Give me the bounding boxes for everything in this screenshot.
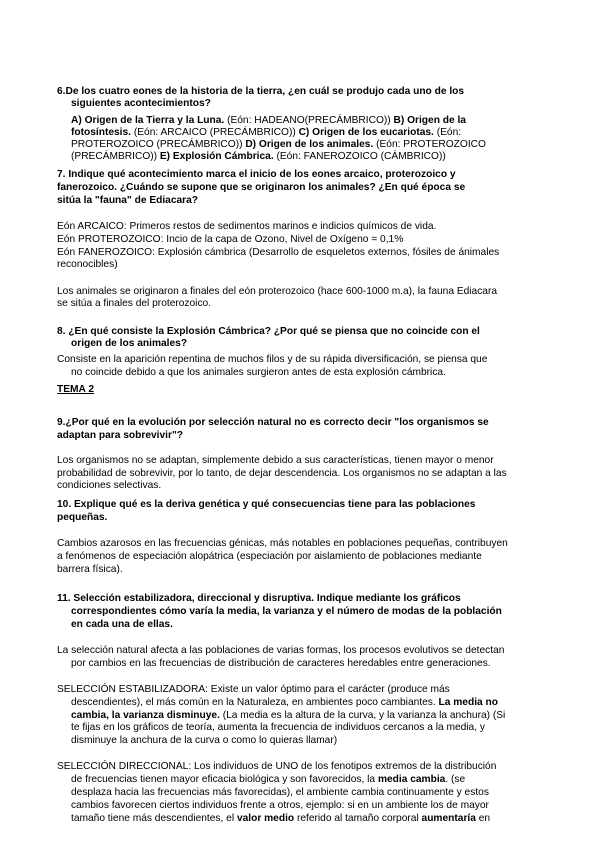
question-9-line-2: adaptan para sobrevivir"? (57, 430, 183, 441)
question-9-line-1: 9.¿Por qué en la evolución por selección natural no es correcto decir "los organismos se (57, 417, 489, 428)
question-6-answer-line-2: fotosíntesis. (Eón: ARCAICO (PRECÁMBRICO)) C) Origen de los eucariotas. (Eón: (71, 127, 462, 138)
question-11-line-3: en cada una de ellas. (71, 619, 173, 630)
question-11-intro-line-1: La selección natural afecta a las poblaciones de varias formas, los procesos evolutivos se detectan (57, 645, 505, 656)
direccional-line-1: SELECCIÓN DIRECCIONAL: Los individuos de UNO de los fenotipos extremos de la distribución (57, 761, 497, 772)
question-7-answer-fanerozoico: Eón FANEROZOICO: Explosión cámbrica (Desarrollo de esqueletos externos, fósiles de ánimales (57, 247, 500, 258)
estabilizadora-line-1: SELECCIÓN ESTABILIZADORA: Existe un valor óptimo para el carácter (produce más (57, 684, 450, 695)
question-11-line-2: correspondientes cómo varía la media, la varianza y el número de modas de la población (71, 606, 502, 617)
question-7-answer-fanerozoico-cont: reconocibles) (57, 259, 118, 270)
direccional-line-4: cambios favorecen ciertos individuos frente a otros, ejemplo: si en un ambiente los de mayor (71, 800, 489, 811)
question-9-answer-line-3: condiciones selectivas. (57, 480, 162, 491)
question-10-answer-line-1: Cambios azarosos en las frecuencias génicas, más notables en poblaciones pequeñas, contribuyen (57, 538, 508, 549)
question-10-answer-line-2: a fenómenos de especiación alopátrica (especiación por aislamiento de poblaciones mediante (57, 551, 482, 562)
question-6-title-cont: siguientes acontecimientos? (71, 98, 211, 109)
question-8-answer: Consiste en la aparición repentina de muchos filos y de su rápida diversificación, se piensa que (57, 354, 488, 365)
question-7-line-3: sitúa la "fauna" de Ediacara? (57, 195, 199, 206)
direccional-line-2: de frecuencias tienen mayor eficacia biológica y son favorecidos, la media cambia. (se (71, 774, 466, 785)
question-6-title: 6.De los cuatro eones de la historia de la tierra, ¿en cuál se produjo cada uno de los (57, 86, 465, 97)
question-9-answer-line-2: probabilidad de sobrevivir, por lo tanto, de dejar descendencia. Los organismos no se adaptan a las (57, 468, 507, 479)
question-11-line-1: 11. Selección estabilizadora, direccional y disruptiva. Indique mediante los gráficos (57, 593, 461, 604)
estabilizadora-line-5: disminuye la anchura de la curva o como lo quieras llamar) (71, 735, 338, 746)
section-heading-tema-2: TEMA 2 (57, 384, 94, 395)
question-10-answer-line-3: barrera física). (57, 564, 123, 575)
question-9-answer-line-1: Los organismos no se adaptan, simplemente debido a sus características, tienen mayor o menor (57, 455, 494, 466)
question-11-intro-line-2: por cambios en las frecuencias de distribución de caracteres heredables entre generaciones. (71, 658, 491, 669)
question-6-answer-line-4: (PRECÁMBRICO)) E) Explosión Cámbrica. (Eón: FANEROZOICO (CÁMBRICO)) (71, 151, 446, 162)
question-7-line-2: fanerozoico. ¿Cuándo se supone que se originaron los animales? ¿En qué época se (57, 182, 466, 193)
question-7-answer-arcaico: Eón ARCAICO: Primeros restos de sedimentos marinos e indicios químicos de vida. (57, 221, 437, 232)
estabilizadora-line-4: te fijas en los gráficos de teoría, aumenta la frecuencia de individuos cercanos a la media, y (71, 722, 485, 733)
estabilizadora-line-2: descendientes), el más común en la Naturaleza, en ambientes poco cambiantes. La media no (71, 697, 498, 708)
question-8-answer-cont: no coincide debido a que los animales surgieron antes de esta explosión cámbrica. (71, 367, 446, 378)
question-7-line-1: 7. Indique qué acontecimiento marca el inicio de los eones arcaico, proterozoico y (57, 169, 456, 180)
question-10-line-1: 10. Explique qué es la deriva genética y qué consecuencias tiene para las poblaciones (57, 499, 476, 510)
question-6-answer-line-1: A) Origen de la Tierra y la Luna. (Eón: HADEANO(PRECÁMBRICO)) B) Origen de la (71, 115, 466, 126)
direccional-line-3: desplaza hacia las frecuencias más favorecidas), el ambiente cambia continuamente y estos (71, 787, 489, 798)
direccional-line-5: tamaño tiene más descendientes, el valor medio referido al tamaño corporal aumentaría en (71, 813, 491, 824)
question-10-line-2: pequeñas. (57, 512, 108, 523)
question-8-line-1: 8. ¿En qué consiste la Explosión Cámbrica? ¿Por qué se piensa que no coincide con el (57, 326, 480, 337)
estabilizadora-line-3: cambia, la varianza disminuye. (La media es la altura de la curva, y la varianza la anchura) (Si (71, 710, 506, 721)
question-7-answer-animales: Los animales se originaron a finales del eón proterozoico (hace 600-1000 m.a), la fauna Ediacara (57, 286, 498, 297)
question-7-answer-proterozoico: Eón PROTEROZOICO: Incio de la capa de Ozono, Nivel de Oxígeno = 0,1% (57, 234, 404, 245)
question-8-line-2: origen de los animales? (71, 338, 188, 349)
question-7-answer-animales-cont: se sitúa a finales del proterozoico. (57, 298, 212, 309)
question-6-answer-line-3: PROTEROZOICO (PRECÁMBRICO)) D) Origen de los animales. (Eón: PROTEROZOICO (71, 139, 486, 150)
